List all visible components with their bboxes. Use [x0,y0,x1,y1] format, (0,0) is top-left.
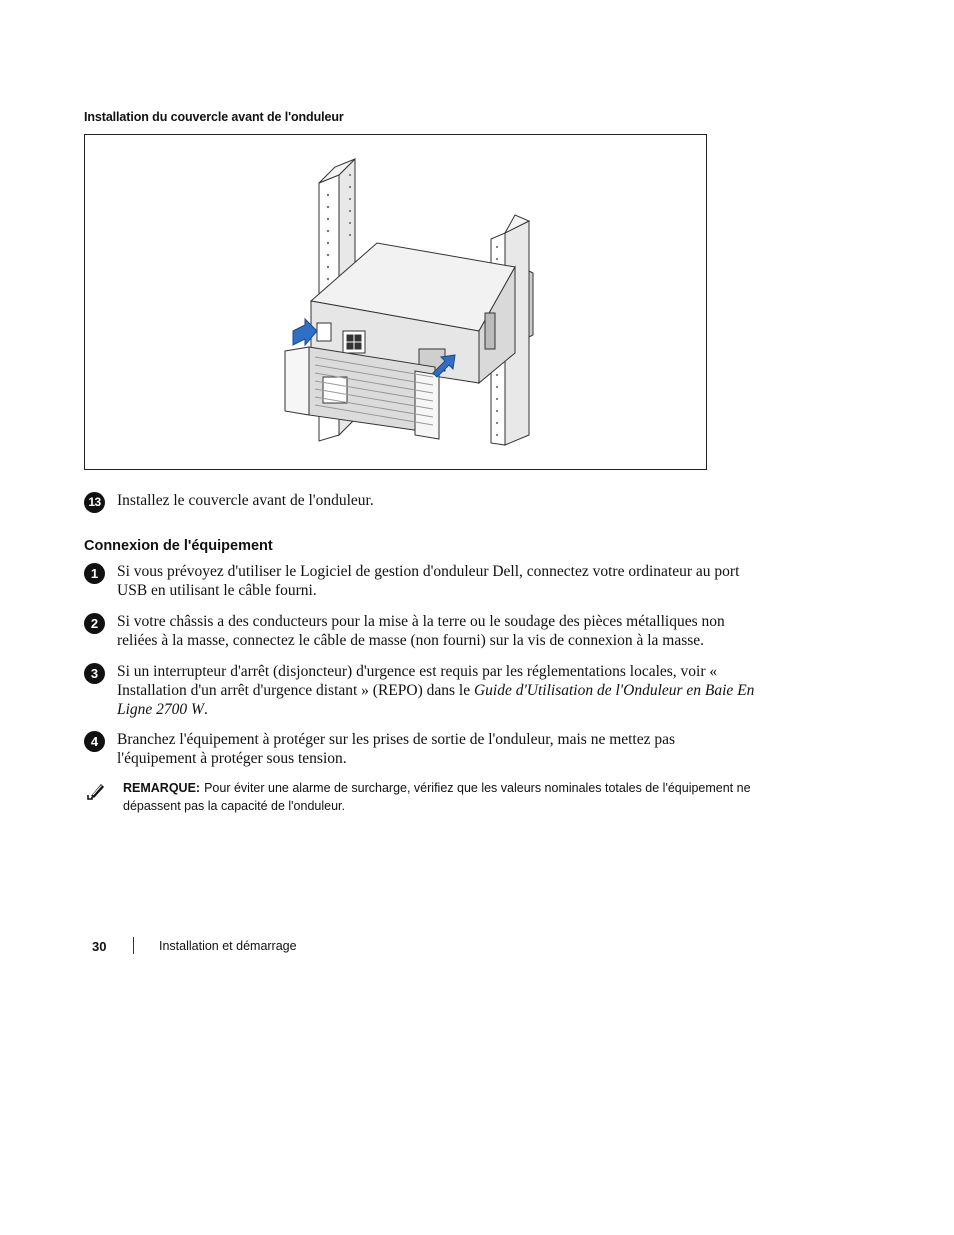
ups-rack-front-cover-illustration [85,135,706,469]
page-number: 30 [92,939,107,954]
note-pencil-icon [86,781,106,801]
note-body: Pour éviter une alarme de surcharge, vérifiez que les valeurs nominales totales de l'équipement ne dépassent pas la capacité de l'onduleur. [123,781,751,813]
step-text [117,662,757,719]
step-text: Branchez l'équipement à protéger sur les prises de sortie de l'onduleur, mais ne mettez pas l'équipement à protéger sous tension. [117,731,676,767]
step-number-badge: 2 [84,613,105,634]
step-number-badge: 1 [84,563,105,584]
note-label: REMARQUE: [123,781,201,795]
section-heading: Connexion de l'équipement [84,538,273,554]
figure-frame [84,134,707,470]
step-text-part: Si un interrupteur d'arrêt (disjoncteur) d'urgence est requis par les réglementations locales, voir « Installation d'un arrêt d'urgence distant » (REPO) dans le [117,663,718,699]
step-number-badge: 3 [84,663,105,684]
step-number-badge: 13 [84,492,105,513]
step-text: Si vous prévoyez d'utiliser le Logiciel de gestion d'onduleur Dell, connectez votre ordinateur au port USB en utilisant le câble fourni. [117,563,740,599]
step-text: Installez le couvercle avant de l'onduleur. [117,492,374,509]
note-text [123,779,753,815]
step-text: Si votre châssis a des conducteurs pour la mise à la terre ou le soudage des pièces métalliques non reliées à la masse, connectez le câble de masse (non fourni) sur la vis de connexion à la masse. [117,613,725,649]
footer-chapter-title: Installation et démarrage [159,939,297,953]
step-text-part: . [203,701,208,718]
footer-divider [133,937,134,954]
guide-title-link: Guide d'Utilisation de l'Onduleur en Baie En Ligne 2700 W [117,682,755,718]
figure-caption: Installation du couvercle avant de l'onduleur [84,110,344,124]
step-number-badge: 4 [84,731,105,752]
